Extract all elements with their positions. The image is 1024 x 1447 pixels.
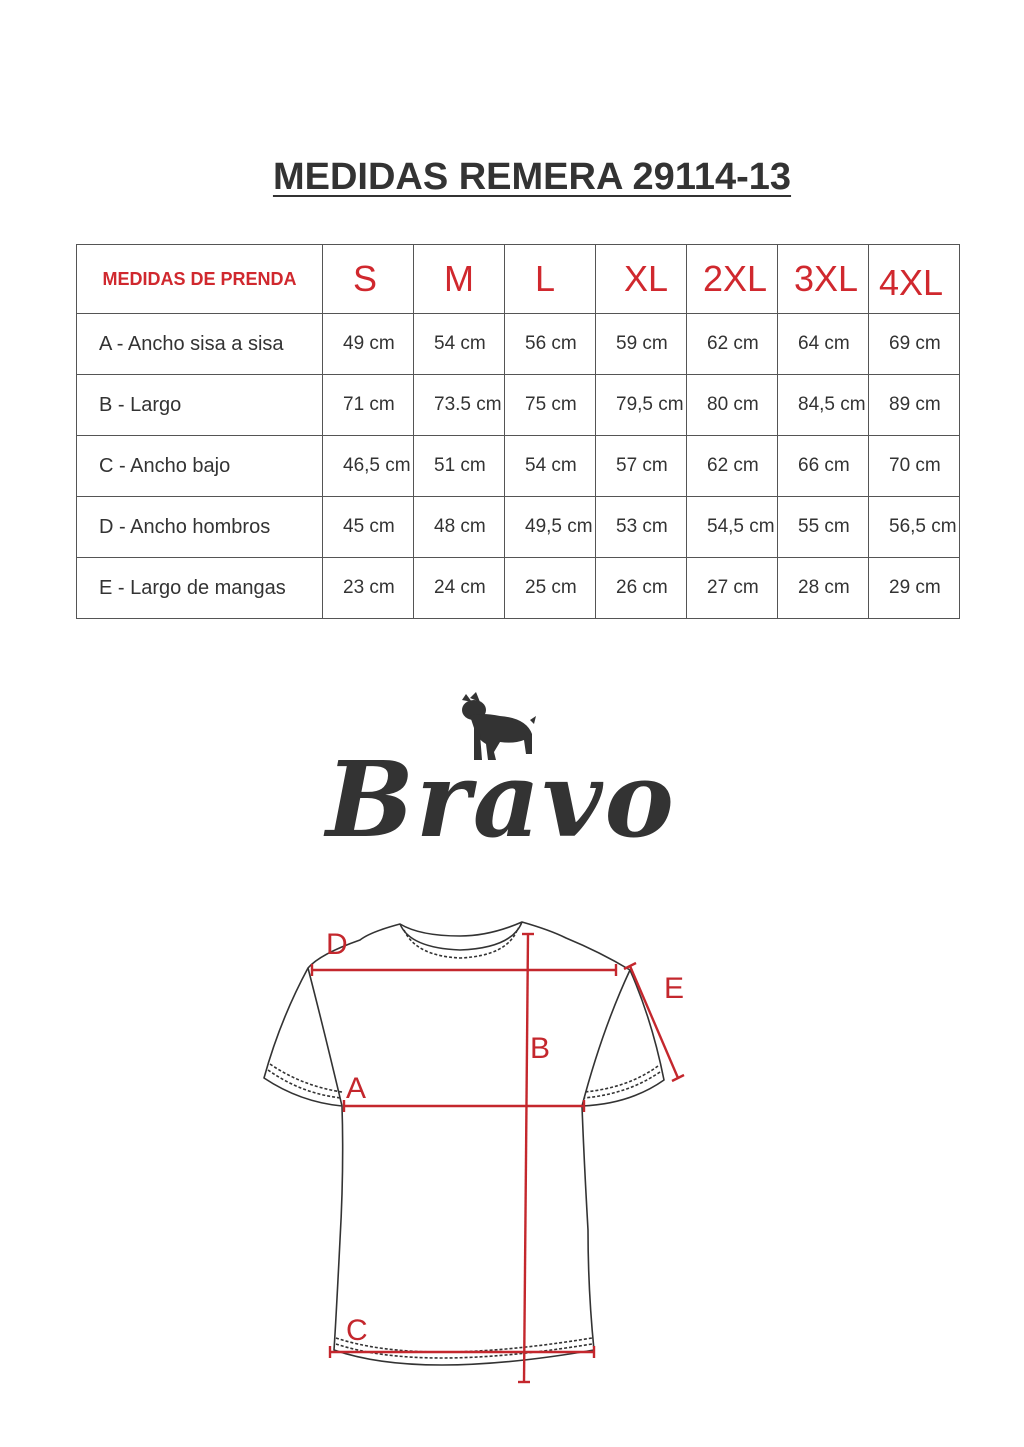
table-row <box>77 436 960 497</box>
table-cell: 62 cm <box>687 436 778 497</box>
size-table <box>76 244 960 619</box>
table-cell: 79,5 cm <box>596 375 687 436</box>
row-label: C - Ancho bajo <box>77 436 323 497</box>
table-cell: 57 cm <box>596 436 687 497</box>
dim-label-e: E <box>664 972 685 1005</box>
table-cell: 53 cm <box>596 497 687 558</box>
corner-label: MEDIDAS DE PRENDA <box>77 245 323 314</box>
table-cell: 25 cm <box>505 558 596 619</box>
table-cell: 70 cm <box>869 436 960 497</box>
table-cell: 49 cm <box>323 314 414 375</box>
table-cell: 56 cm <box>505 314 596 375</box>
tshirt-diagram <box>250 910 710 1390</box>
dim-label-a: A <box>346 1072 367 1105</box>
dim-label-d: D <box>326 928 348 961</box>
table-row <box>77 314 960 375</box>
table-cell: 49,5 cm <box>505 497 596 558</box>
size-header: 4XL <box>869 245 960 314</box>
table-cell: 28 cm <box>778 558 869 619</box>
table-cell: 55 cm <box>778 497 869 558</box>
table-cell: 59 cm <box>596 314 687 375</box>
table-cell: 54 cm <box>414 314 505 375</box>
table-cell: 23 cm <box>323 558 414 619</box>
table-cell: 51 cm <box>414 436 505 497</box>
table-cell: 69 cm <box>869 314 960 375</box>
dim-label-b: B <box>530 1032 551 1065</box>
size-header: XL <box>596 245 687 314</box>
table-cell: 26 cm <box>596 558 687 619</box>
table-header-row <box>77 245 960 314</box>
table-cell: 29 cm <box>869 558 960 619</box>
row-label: E - Largo de mangas <box>77 558 323 619</box>
table-cell: 66 cm <box>778 436 869 497</box>
table-cell: 75 cm <box>505 375 596 436</box>
size-header: 2XL <box>687 245 778 314</box>
row-label: A - Ancho sisa a sisa <box>77 314 323 375</box>
size-header: S <box>323 245 414 314</box>
size-header: 3XL <box>778 245 869 314</box>
dim-label-c: C <box>346 1314 368 1347</box>
brand-logo: Bravo <box>326 738 676 861</box>
table-cell: 56,5 cm <box>869 497 960 558</box>
table-cell: 54,5 cm <box>687 497 778 558</box>
table-cell: 27 cm <box>687 558 778 619</box>
table-cell: 46,5 cm <box>323 436 414 497</box>
table-cell: 45 cm <box>323 497 414 558</box>
row-label: B - Largo <box>77 375 323 436</box>
table-row <box>77 375 960 436</box>
row-label: D - Ancho hombros <box>77 497 323 558</box>
table-cell: 73.5 cm <box>414 375 505 436</box>
size-header: M <box>414 245 505 314</box>
table-cell: 54 cm <box>505 436 596 497</box>
table-cell: 24 cm <box>414 558 505 619</box>
table-row <box>77 558 960 619</box>
page-title: MEDIDAS REMERA 29114-13 <box>272 156 792 198</box>
table-cell: 48 cm <box>414 497 505 558</box>
table-cell: 62 cm <box>687 314 778 375</box>
size-header: L <box>505 245 596 314</box>
table-cell: 84,5 cm <box>778 375 869 436</box>
table-cell: 71 cm <box>323 375 414 436</box>
table-cell: 64 cm <box>778 314 869 375</box>
table-row <box>77 497 960 558</box>
table-cell: 89 cm <box>869 375 960 436</box>
table-cell: 80 cm <box>687 375 778 436</box>
